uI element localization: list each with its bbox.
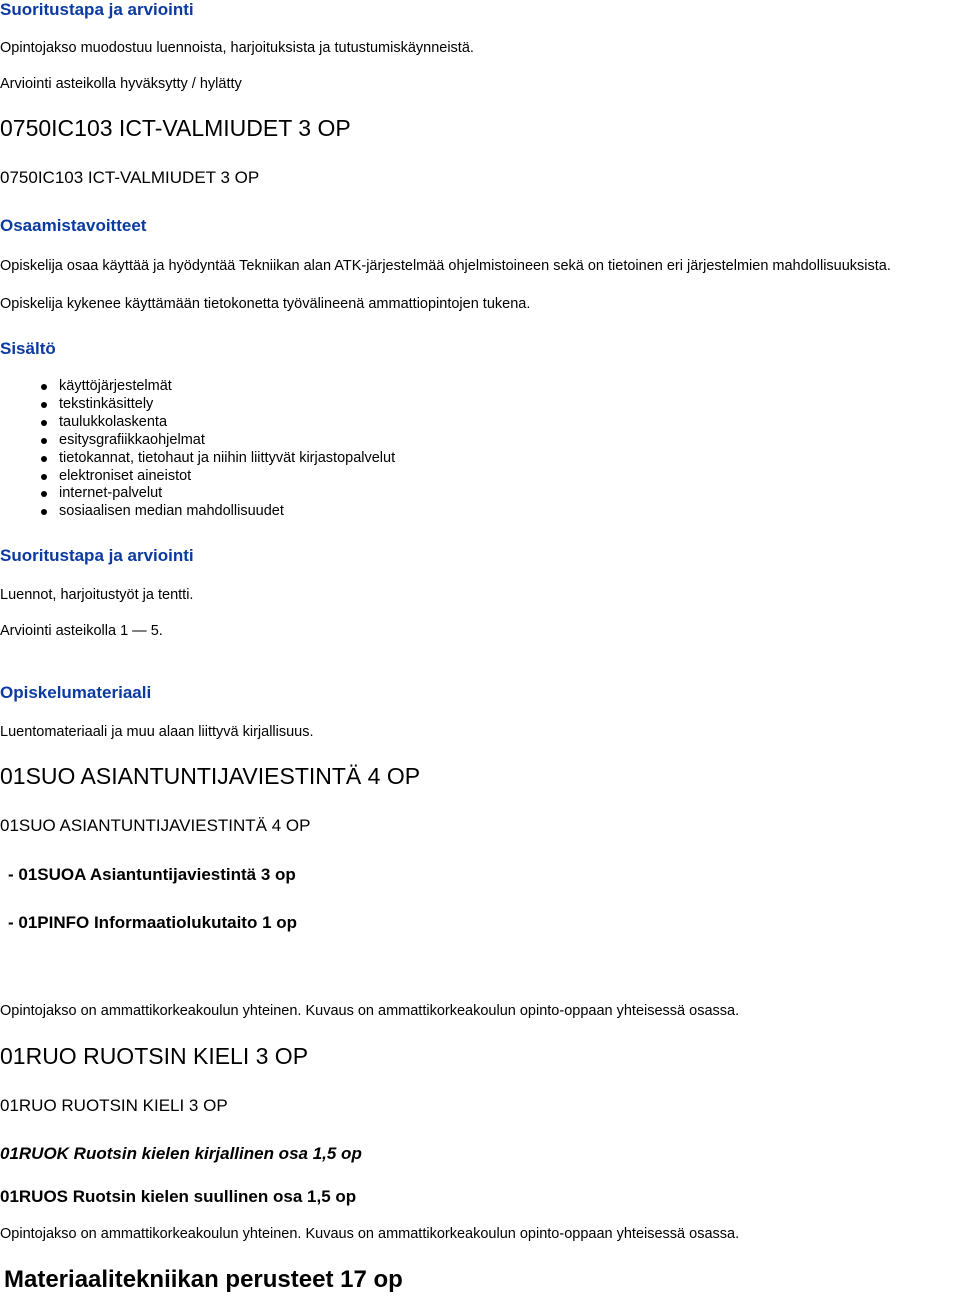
section-heading-method: Suoritustapa ja arviointi xyxy=(0,0,194,19)
sub-course-title: 01RUOK Ruotsin kielen kirjallinen osa 1,5 op xyxy=(0,1144,362,1163)
list-item: sosiaalisen median mahdollisuudet xyxy=(59,503,395,521)
list-item: tietokannat, tietohaut ja niihin liittyvät kirjastopalvelut xyxy=(59,449,396,466)
course-title: 01RUO RUOTSIN KIELI 3 OP xyxy=(0,1043,309,1069)
paragraph-common-course-note: Opintojakso on ammattikorkeakoulun yhteinen. Kuvaus on ammattikorkeakoulun opinto-oppaan yhteisessä osassa. xyxy=(0,1226,740,1242)
section-heading-goals: Osaamistavoitteet xyxy=(0,216,147,235)
paragraph-method-description: Opintojakso muodostuu luennoista, harjoituksista ja tutustumiskäynneistä. xyxy=(0,40,474,56)
paragraph-goals-2: Opiskelija kykenee käyttämään tietokonetta työvälineenä ammattiopintojen tukena. xyxy=(0,296,531,312)
course-subtitle: 0750IC103 ICT-VALMIUDET 3 OP xyxy=(0,168,260,187)
section-heading-material: Opiskelumateriaali xyxy=(0,683,152,702)
paragraph-goals-1: Opiskelija osaa käyttää ja hyödyntää Tekniikan alan ATK-järjestelmää ohjelmistoineen sekä on tietoinen eri järjestelmien mahdollisuuksista. xyxy=(0,258,891,274)
paragraph-grading: Arviointi asteikolla hyväksytty / hylätty xyxy=(0,76,242,92)
sub-course-title: - 01SUOA Asiantuntijaviestintä 3 op xyxy=(8,865,296,884)
paragraph-material: Luentomateriaali ja muu alaan liittyvä kirjallisuus. xyxy=(0,724,314,740)
paragraph-grading: Arviointi asteikolla 1 — 5. xyxy=(0,623,163,639)
course-title: 01SUO ASIANTUNTIJAVIESTINTÄ 4 OP xyxy=(0,763,421,789)
list-item: internet-palvelut xyxy=(59,485,395,503)
course-title: 0750IC103 ICT-VALMIUDET 3 OP xyxy=(0,115,351,141)
sub-course-title: - 01PINFO Informaatiolukutaito 1 op xyxy=(8,913,298,932)
section-heading-method: Suoritustapa ja arviointi xyxy=(0,546,194,565)
list-item: elektroniset aineistot xyxy=(59,468,395,486)
list-item: taulukkolaskenta xyxy=(59,414,395,432)
paragraph-common-course-note: Opintojakso on ammattikorkeakoulun yhteinen. Kuvaus on ammattikorkeakoulun opinto-oppaan yhteisessä osassa. xyxy=(0,1003,740,1019)
sub-course-title: 01RUOS Ruotsin kielen suullinen osa 1,5 op xyxy=(0,1187,357,1206)
list-item: tekstinkäsittely xyxy=(59,396,395,414)
paragraph-method: Luennot, harjoitustyöt ja tentti. xyxy=(0,587,194,603)
content-list xyxy=(0,378,395,521)
course-subtitle: 01SUO ASIANTUNTIJAVIESTINTÄ 4 OP xyxy=(0,816,311,835)
list-item: esitysgrafiikkaohjelmat xyxy=(59,432,395,450)
list-item: käyttöjärjestelmät xyxy=(59,378,395,396)
course-title: Materiaalitekniikan perusteet 17 op xyxy=(4,1266,403,1293)
section-heading-content: Sisältö xyxy=(0,339,56,358)
course-subtitle: 01RUO RUOTSIN KIELI 3 OP xyxy=(0,1096,228,1115)
